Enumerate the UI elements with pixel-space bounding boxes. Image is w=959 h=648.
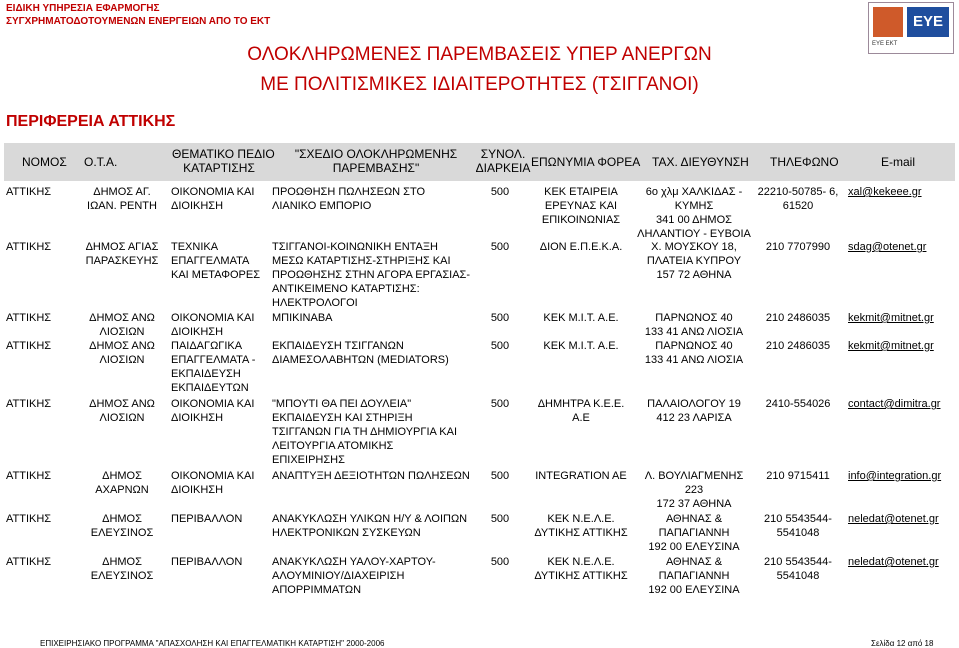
cell-field-line: ΠΕΡΙΒΑΛΛΟΝ <box>171 513 243 525</box>
cell-plan <box>272 311 477 325</box>
cell-duration-line: 500 <box>490 312 510 324</box>
cell-provider-line: ΚΕΚ Μ.Ι.Τ. Α.Ε. <box>543 312 619 324</box>
cell-plan <box>272 555 477 597</box>
cell-email[interactable] <box>848 240 956 254</box>
cell-plan-line: ΤΣΙΓΓΑΝΟΙ-ΚΟΙΝΩΝΙΚΗ ΕΝΤΑΞΗ <box>272 241 438 253</box>
cell-address <box>620 555 768 597</box>
cell-email[interactable] <box>848 311 956 325</box>
cell-plan <box>272 469 477 483</box>
cell-address <box>620 185 768 241</box>
cell-plan-line: ΑΝΤΙΚΕΙΜΕΝΟ ΚΑΤΑΡΤΙΣΗΣ: <box>272 283 420 295</box>
cell-duration-line: 500 <box>490 470 510 482</box>
col-header-field-line1: ΘΕΜΑΤΙΚΟ ΠΕΔΙΟ <box>172 147 275 161</box>
cell-address <box>620 240 768 282</box>
cell-plan-line: ΑΠΟΡΡΙΜΜΑΤΩΝ <box>272 584 362 596</box>
cell-nomos-line: ΑΤΤΙΚΗΣ <box>6 556 52 568</box>
cell-ota-line: ΛΙΟΣΙΩΝ <box>99 326 145 338</box>
cell-plan-line: ΑΝΑΠΤΥΞΗ ΔΕΞΙΟΤΗΤΩΝ ΠΩΛΗΣΕΩΝ <box>272 470 470 482</box>
cell-address-line: 172 37 ΑΘΗΝΑ <box>656 498 732 510</box>
cell-field-line: ΕΠΑΓΓΕΛΜΑΤΑ <box>171 255 250 267</box>
cell-ota <box>78 339 166 367</box>
document-title-line2: ΜΕ ΠΟΛΙΤΙΣΜΙΚΕΣ ΙΔΙΑΙΤΕΡΟΤΗΤΕΣ (ΤΣΙΓΓΑΝΟΙ) <box>260 74 699 95</box>
cell-plan-line: ΕΚΠΑΙΔΕΥΣΗ ΚΑΙ ΣΤΗΡΙΞΗ <box>272 412 413 424</box>
cell-field-line: ΟΙΚΟΝΟΜΙΑ ΚΑΙ <box>171 186 255 198</box>
cell-address-line: Λ. ΒΟΥΛΙΑΓΜΕΝΗΣ <box>644 470 744 482</box>
cell-duration <box>481 311 519 325</box>
cell-phone <box>752 469 844 483</box>
cell-plan-line: "ΜΠΟΥΤΙ ΘΑ ΠΕΙ ΔΟΥΛΕΙΑ" <box>272 398 412 410</box>
cell-provider-line: ΚΕΚ Ν.Ε.Λ.Ε. <box>547 556 615 568</box>
cell-plan-line: ΑΝΑΚΥΚΛΩΣΗ ΥΛΙΚΩΝ Η/Υ & ΛΟΙΠΩΝ <box>272 513 468 525</box>
footer-page-number: Σελίδα 12 από 18 <box>871 639 934 648</box>
cell-ota-line: ΛΙΟΣΙΩΝ <box>99 354 145 366</box>
cell-provider-line: ΔΙΟΝ Ε.Π.Ε.Κ.Α. <box>539 241 623 253</box>
logo-caption: ΕΥΕ ΕΚΤ <box>872 41 898 47</box>
cell-plan <box>272 240 477 310</box>
cell-duration <box>481 185 519 199</box>
cell-field-line: ΠΑΙΔΑΓΩΓΙΚΑ <box>171 340 243 352</box>
cell-plan-line: ΠΡΟΩΘΗΣΗ ΠΩΛΗΣΕΩΝ ΣΤΟ <box>272 186 426 198</box>
cell-ota-line: ΔΗΜΟΣ ΑΓΙΑΣ <box>85 241 159 253</box>
cell-duration-line: 500 <box>490 556 510 568</box>
cell-ota <box>78 469 166 497</box>
cell-address <box>620 512 768 554</box>
cell-plan-line: ΑΝΑΚΥΚΛΩΣΗ ΥΑΛΟΥ-ΧΑΡΤΟΥ- <box>272 556 436 568</box>
cell-email-line: neledat@otenet.gr <box>848 513 939 525</box>
cell-address-line: ΠΑΠΑΓΙΑΝΝΗ <box>658 527 730 539</box>
cell-address-line: ΑΘΗΝΑΣ & <box>665 513 723 525</box>
cell-address-line: ΠΑΠΑΓΙΑΝΝΗ <box>658 570 730 582</box>
cell-duration <box>481 397 519 411</box>
cell-phone-line: 210 2486035 <box>765 312 831 324</box>
col-header-plan-line1: "ΣΧΕΔΙΟ ΟΛΟΚΛΗΡΩΜΕΝΗΣ <box>294 147 458 161</box>
cell-plan-line: ΕΚΠΑΙΔΕΥΣΗ ΤΣΙΓΓΑΝΩΝ <box>272 340 404 352</box>
cell-field <box>171 555 271 569</box>
cell-email[interactable] <box>848 555 956 569</box>
cell-duration <box>481 469 519 483</box>
cell-ota-line: ΔΗΜΟΣ ΑΝΩ <box>89 398 155 410</box>
cell-phone <box>752 185 844 213</box>
cell-address <box>620 469 768 511</box>
cell-plan-line: ΗΛΕΚΤΡΟΛΟΓΟΙ <box>272 297 358 309</box>
cell-nomos-line: ΑΤΤΙΚΗΣ <box>6 312 52 324</box>
cell-field <box>171 469 271 497</box>
cell-address-line: ΛΗΛΑΝΤΙΟΥ - ΕΥΒΟΙΑ <box>637 228 751 240</box>
cell-address-line: 133 41 ΑΝΩ ΛΙΟΣΙΑ <box>644 326 744 338</box>
cell-ota <box>78 555 166 583</box>
cell-ota-line: ΑΧΑΡΝΩΝ <box>95 484 149 496</box>
cell-phone-line: 5541048 <box>776 570 820 582</box>
cell-email[interactable] <box>848 397 956 411</box>
cell-duration-line: 500 <box>490 340 510 352</box>
cell-email-line: info@integration.gr <box>848 470 942 482</box>
cell-phone-line: 210 2486035 <box>765 340 831 352</box>
cell-nomos-line: ΑΤΤΙΚΗΣ <box>6 186 52 198</box>
footer-program: ΕΠΙΧΕΙΡΗΣΙΑΚΟ ΠΡΟΓΡΑΜΜΑ "ΑΠΑΣΧΟΛΗΣΗ ΚΑΙ ΕΠΑΓΓΕΛΜΑΤΙΚΗ ΚΑΤΑΡΤΙΣΗ" 2000-2006 <box>40 639 385 648</box>
cell-ota <box>78 397 166 425</box>
cell-duration <box>481 339 519 353</box>
cell-address <box>620 311 768 339</box>
cell-address-line: ΠΑΡΝΩΝΟΣ 40 <box>655 340 733 352</box>
cell-email[interactable] <box>848 512 956 526</box>
cell-address-line: ΠΑΛΑΙΟΛΟΓΟΥ 19 <box>647 398 741 410</box>
cell-email-line: neledat@otenet.gr <box>848 556 939 568</box>
cell-phone-line: 210 9715411 <box>766 470 830 482</box>
col-header-field-line2: ΚΑΤΑΡΤΙΣΗΣ <box>183 161 255 175</box>
cell-phone <box>752 339 844 353</box>
col-header-address: ΤΑΧ. ΔΙΕΥΘΥΝΣΗ <box>652 155 749 169</box>
cell-duration-line: 500 <box>490 513 510 525</box>
cell-address-line: 192 00 ΕΛΕΥΣΙΝΑ <box>648 584 740 596</box>
cell-plan <box>272 397 477 467</box>
cell-provider-line: ΕΡΕΥΝΑΣ ΚΑΙ <box>544 200 618 212</box>
cell-plan-line: ΜΕΣΩ ΚΑΤΑΡΤΙΣΗΣ-ΣΤΗΡΙΞΗΣ ΚΑΙ <box>272 255 451 267</box>
col-header-phone: ΤΗΛΕΦΩΝΟ <box>770 155 839 169</box>
agency-name-line2: ΣΥΓΧΡΗΜΑΤΟΔΟΤΟΥΜΕΝΩΝ ΕΝΕΡΓΕΙΩΝ ΑΠΟ ΤΟ ΕΚΤ <box>6 16 271 27</box>
col-header-duration-line2: ΔΙΑΡΚΕΙΑ <box>475 161 531 175</box>
logo-text: ΕΥΕ <box>907 7 949 37</box>
cell-address-line: ΠΛΑΤΕΙΑ ΚΥΠΡΟΥ <box>646 255 742 267</box>
cell-ota-line: ΕΛΕΥΣΙΝΟΣ <box>90 527 154 539</box>
cell-duration-line: 500 <box>490 241 510 253</box>
col-header-ota: Ο.Τ.Α. <box>84 155 118 169</box>
cell-email-line: sdag@otenet.gr <box>848 241 927 253</box>
cell-provider-line: ΚΕΚ Ν.Ε.Λ.Ε. <box>547 513 615 525</box>
cell-ota-line: ΛΙΟΣΙΩΝ <box>99 412 145 424</box>
cell-phone-line: 210 7707990 <box>765 241 831 253</box>
cell-ota <box>78 240 166 268</box>
cell-ota <box>78 512 166 540</box>
cell-plan-line: ΜΠΙΚΙΝΑΒΑ <box>272 312 333 324</box>
cell-ota-line: ΔΗΜΟΣ ΑΓ. <box>93 186 151 198</box>
cell-field <box>171 185 271 213</box>
cell-address-line: 192 00 ΕΛΕΥΣΙΝΑ <box>648 541 740 553</box>
cell-ota-line: ΔΗΜΟΣ ΑΝΩ <box>89 312 155 324</box>
cell-plan-line: ΤΣΙΓΓΑΝΩΝ ΓΙΑ ΤΗ ΔΗΜΙΟΥΡΓΙΑ ΚΑΙ <box>272 426 458 438</box>
cell-ota-line: ΙΩΑΝ. ΡΕΝΤΗ <box>87 200 157 212</box>
cell-email[interactable] <box>848 339 956 353</box>
cell-email[interactable] <box>848 185 956 199</box>
cell-phone <box>752 311 844 325</box>
cell-field <box>171 339 271 395</box>
cell-ota-line: ΕΛΕΥΣΙΝΟΣ <box>90 570 154 582</box>
cell-phone-line: 210 5543544- <box>764 556 832 568</box>
cell-field-line: ΟΙΚΟΝΟΜΙΑ ΚΑΙ <box>171 312 255 324</box>
cell-field <box>171 311 271 339</box>
cell-plan <box>272 512 477 540</box>
cell-field-line: ΕΚΠΑΙΔΕΥΣΗ <box>171 368 241 380</box>
cell-email-line: kekmit@mitnet.gr <box>848 312 934 324</box>
cell-field <box>171 240 271 282</box>
cell-address-line: ΑΘΗΝΑΣ & <box>665 556 723 568</box>
cell-phone-line: 210 5543544- <box>764 513 832 525</box>
cell-plan <box>272 339 477 367</box>
cell-field-line: ΤΕΧΝΙΚΑ <box>171 241 219 253</box>
cell-nomos-line: ΑΤΤΙΚΗΣ <box>6 340 52 352</box>
cell-field-line: ΔΙΟΙΚΗΣΗ <box>171 326 224 338</box>
cell-duration-line: 500 <box>490 186 510 198</box>
cell-provider-line: ΔΥΤΙΚΗΣ ΑΤΤΙΚΗΣ <box>534 527 628 539</box>
cell-plan-line: ΑΛΟΥΜΙΝΙΟΥ/ΔΙΑΧΕΙΡΙΣΗ <box>272 570 405 582</box>
cell-address <box>620 397 768 425</box>
cell-plan-line: ΔΙΑΜΕΣΟΛΑΒΗΤΩΝ (MEDIATORS) <box>272 354 449 366</box>
col-header-plan-line2: ΠΑΡΕΜΒΑΣΗΣ" <box>332 161 420 175</box>
cell-provider-line: INTEGRATION AE <box>535 470 627 482</box>
cell-provider-line: ΔΗΜΗΤΡΑ Κ.Ε.Ε. <box>537 398 625 410</box>
col-header-nomos: ΝΟΜΟΣ <box>22 155 67 169</box>
region-heading: ΠΕΡΙΦΕΡΕΙΑ ΑΤΤΙΚΗΣ <box>6 113 176 130</box>
cell-email-line: xal@kekeee.gr <box>848 186 922 198</box>
cell-phone-line: 2410-554026 <box>765 398 831 410</box>
cell-ota-line: ΔΗΜΟΣ <box>102 470 142 482</box>
col-header-duration-line1: ΣΥΝΟΛ. <box>480 147 526 161</box>
cell-address-line: 6ο χλμ ΧΑΛΚΙΔΑΣ - <box>645 186 743 198</box>
cell-field-line: ΠΕΡΙΒΑΛΛΟΝ <box>171 556 243 568</box>
cell-address-line: ΚΥΜΗΣ <box>674 200 714 212</box>
cell-field-line: ΔΙΟΙΚΗΣΗ <box>171 200 224 212</box>
cell-field-line: ΟΙΚΟΝΟΜΙΑ ΚΑΙ <box>171 398 255 410</box>
cell-address <box>620 339 768 367</box>
cell-field-line: ΔΙΟΙΚΗΣΗ <box>171 484 224 496</box>
cell-duration <box>481 240 519 254</box>
col-header-email: E-mail <box>881 155 916 169</box>
cell-phone <box>752 512 844 540</box>
cell-phone <box>752 397 844 411</box>
cell-email-line: kekmit@mitnet.gr <box>848 340 934 352</box>
cell-ota-line: ΔΗΜΟΣ <box>102 556 142 568</box>
cell-field-line: ΟΙΚΟΝΟΜΙΑ ΚΑΙ <box>171 470 255 482</box>
cell-phone-line: 5541048 <box>776 527 820 539</box>
cell-provider-line: ΕΠΙΚΟΙΝΩΝΙΑΣ <box>541 214 621 226</box>
cell-ota <box>78 311 166 339</box>
cell-phone-line: 61520 <box>782 200 814 212</box>
document-title-line1: ΟΛΟΚΛΗΡΩΜΕΝΕΣ ΠΑΡΕΜΒΑΣΕΙΣ ΥΠΕΡ ΑΝΕΡΓΩΝ <box>247 44 712 65</box>
agency-name-line1: ΕΙΔΙΚΗ ΥΠΗΡΕΣΙΑ ΕΦΑΡΜΟΓΗΣ <box>6 3 160 14</box>
cell-plan-line: ΛΙΑΝΙΚΟ ΕΜΠΟΡΙΟ <box>272 200 372 212</box>
cell-field <box>171 397 271 425</box>
cell-phone <box>752 240 844 254</box>
cell-nomos-line: ΑΤΤΙΚΗΣ <box>6 513 52 525</box>
cell-field-line: ΕΠΑΓΓΕΛΜΑΤΑ - <box>171 354 256 366</box>
cell-field-line: ΚΑΙ ΜΕΤΑΦΟΡΕΣ <box>171 269 261 281</box>
cell-field <box>171 512 271 526</box>
cell-phone-line: 22210-50785- 6, <box>757 186 839 198</box>
cell-address-line: 341 00 ΔΗΜΟΣ <box>656 214 732 226</box>
cell-duration <box>481 555 519 569</box>
cell-ota-line: ΠΑΡΑΣΚΕΥΗΣ <box>85 255 159 267</box>
cell-phone <box>752 555 844 583</box>
cell-plan-line: ΛΕΙΤΟΥΡΓΙΑ ΑΤΟΜΙΚΗΣ <box>272 440 394 452</box>
cell-email[interactable] <box>848 469 956 483</box>
cell-ota-line: ΔΗΜΟΣ <box>102 513 142 525</box>
cell-provider-line: Α.Ε <box>572 412 590 424</box>
cell-nomos-line: ΑΤΤΙΚΗΣ <box>6 470 52 482</box>
cell-address-line: 157 72 ΑΘΗΝΑ <box>656 269 732 281</box>
cell-address-line: Χ. ΜΟΥΣΚΟΥ 18, <box>651 241 737 253</box>
cell-plan-line: ΕΠΙΧΕΙΡΗΣΗΣ <box>272 454 345 466</box>
cell-address-line: ΠΑΡΝΩΝΟΣ 40 <box>655 312 733 324</box>
cell-plan-line: ΠΡΟΩΘΗΣΗΣ ΣΤΗΝ ΑΓΟΡΑ ΕΡΓΑΣΙΑΣ- <box>272 269 470 281</box>
cell-nomos-line: ΑΤΤΙΚΗΣ <box>6 398 52 410</box>
cell-provider-line: ΔΥΤΙΚΗΣ ΑΤΤΙΚΗΣ <box>534 570 628 582</box>
col-header-provider: ΕΠΩΝΥΜΙΑ ΦΟΡΕΑ <box>531 155 641 169</box>
cell-provider-line: ΚΕΚ ΕΤΑΙΡΕΙΑ <box>544 186 618 198</box>
cell-address-line: 412 23 ΛΑΡΙΣΑ <box>656 412 732 424</box>
cell-address-line: 133 41 ΑΝΩ ΛΙΟΣΙΑ <box>644 354 744 366</box>
cell-duration <box>481 512 519 526</box>
cell-provider-line: ΚΕΚ Μ.Ι.Τ. Α.Ε. <box>543 340 619 352</box>
cell-field-line: ΕΚΠΑΙΔΕΥΤΩΝ <box>171 382 249 394</box>
cell-duration-line: 500 <box>490 398 510 410</box>
cell-plan <box>272 185 477 213</box>
cell-nomos-line: ΑΤΤΙΚΗΣ <box>6 241 52 253</box>
cell-email-line: contact@dimitra.gr <box>848 398 941 410</box>
cell-plan-line: ΗΛΕΚΤΡΟΝΙΚΩΝ ΣΥΣΚΕΥΩΝ <box>272 527 421 539</box>
cell-ota-line: ΔΗΜΟΣ ΑΝΩ <box>89 340 155 352</box>
logo-mark <box>873 7 903 37</box>
cell-ota <box>78 185 166 213</box>
cell-address-line: 223 <box>684 484 704 496</box>
cell-field-line: ΔΙΟΙΚΗΣΗ <box>171 412 224 424</box>
